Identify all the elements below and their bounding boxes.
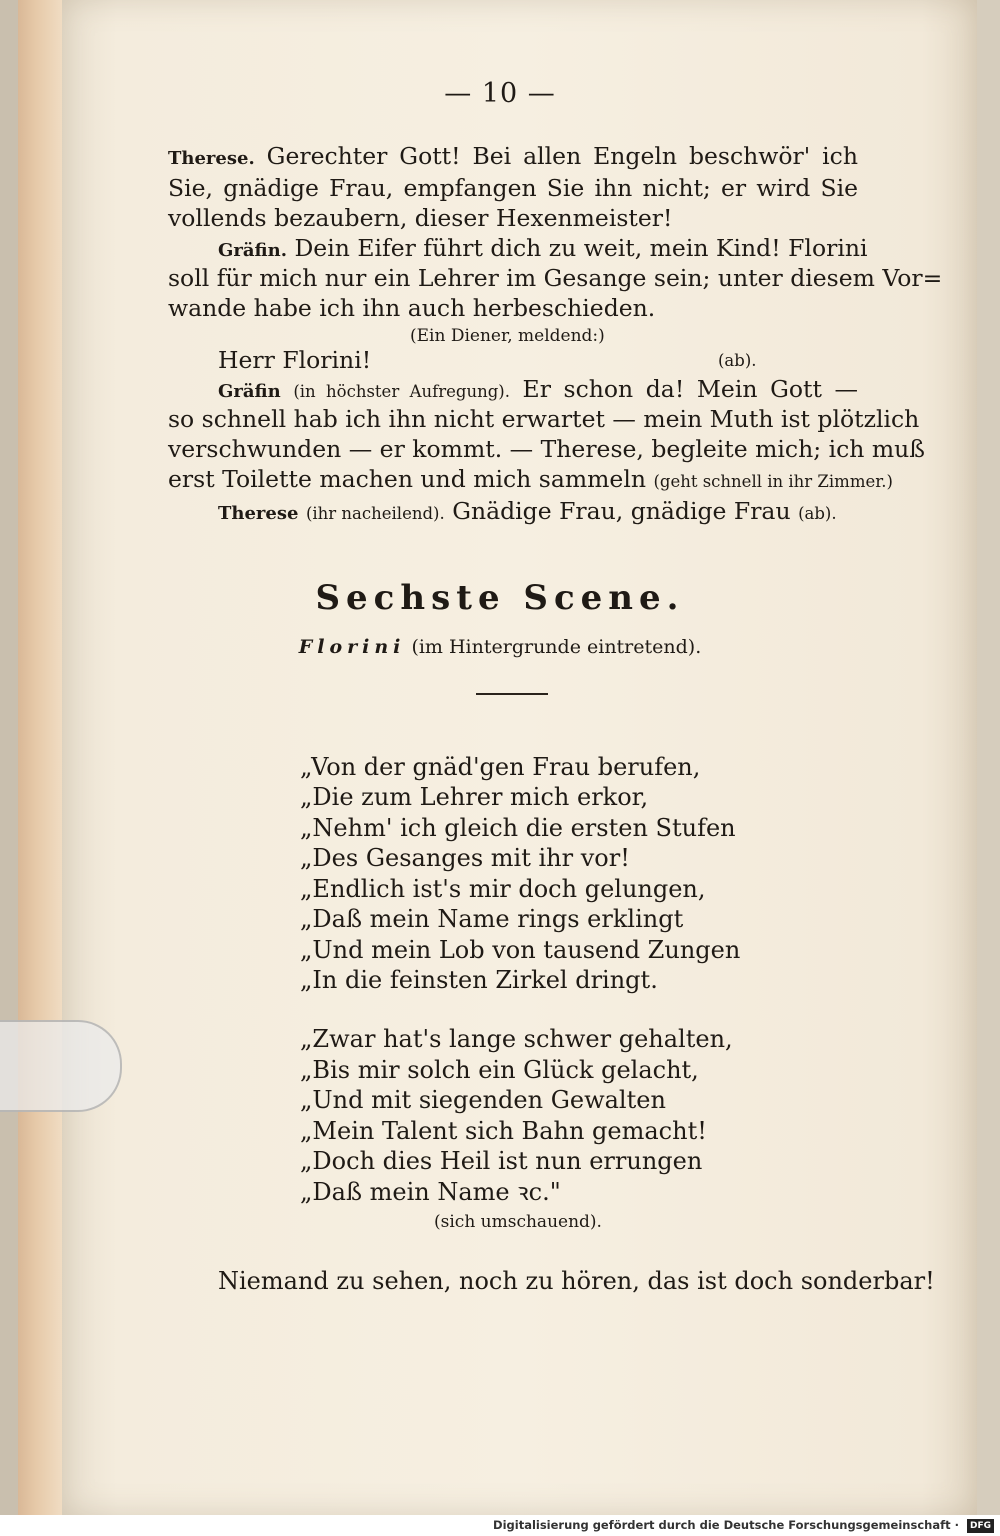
scene-subtitle [0, 636, 1000, 658]
line-text: Gnädige Frau, gnädige Frau [452, 497, 791, 525]
stage-direction: (ihr nacheilend). [305, 504, 445, 523]
stage-direction: (sich umschauend). [434, 1212, 602, 1232]
verse-line: „Und mein Lob von tausend Zungen [300, 936, 741, 964]
dialogue-line: vollends bezaubern, dieser Hexenmeister! [168, 204, 673, 232]
line-text: Gerechter Gott! Bei allen Engeln beschwör' ich [266, 142, 858, 170]
book-page-edges [18, 0, 63, 1515]
verse-line: „Und mit siegenden Gewalten [300, 1086, 666, 1114]
dialogue-line [218, 374, 858, 407]
stage-direction: (geht schnell in ihr Zimmer.) [653, 472, 893, 491]
dialogue-line: Niemand zu sehen, noch zu hören, das ist doch sonderbar! [218, 1267, 935, 1295]
speaker-name: Therese [218, 503, 299, 524]
footer-bar [0, 1515, 1000, 1536]
dialogue-line [168, 141, 858, 174]
verse-line: „Nehm' ich gleich die ersten Stufen [300, 814, 736, 842]
dialogue-line [218, 496, 837, 529]
verse-line: „Des Gesanges mit ihr vor! [300, 844, 630, 872]
dialogue-line: wande habe ich ihn auch herbeschieden. [168, 294, 656, 322]
scene-title: Sechste Scene. [315, 578, 685, 618]
verse-line: „Die zum Lehrer mich erkor, [300, 783, 649, 811]
verse-line: „Bis mir solch ein Glück gelacht, [300, 1056, 699, 1084]
exit-direction: (ab). [718, 351, 757, 370]
dialogue-line: so schnell hab ich ihn nicht erwartet — mein Muth ist plötzlich [168, 405, 920, 433]
dialogue-line: soll für mich nur ein Lehrer im Gesange sein; unter diesem Vor= [168, 264, 943, 292]
line-text: erst Toilette machen und mich sammeln [168, 465, 646, 493]
page-number: — 10 — [444, 78, 556, 109]
stage-direction: (im Hintergrunde eintretend). [411, 636, 702, 658]
speaker-name: Therese. [168, 148, 255, 169]
speaker-name: Gräfin [218, 381, 281, 402]
speaker-name: Gräfin. [218, 240, 287, 261]
verse-line: „Zwar hat's lange schwer gehalten, [300, 1025, 733, 1053]
stage-direction: (Ein Diener, meldend:) [410, 326, 605, 346]
footer-text: Digitalisierung gefördert durch die Deutsche Forschungsgemeinschaft · [493, 1518, 959, 1532]
dialogue-line: verschwunden — er kommt. — Therese, begleite mich; ich muß [168, 435, 926, 463]
dialogue-line: Herr Florini! [218, 346, 372, 374]
verse-line: „Mein Talent sich Bahn gemacht! [300, 1117, 707, 1145]
verse-line: „Doch dies Heil ist nun errungen [300, 1147, 703, 1175]
scan-right-edge [977, 0, 1000, 1515]
verse-line: „Von der gnäd'gen Frau berufen, [300, 753, 701, 781]
dialogue-line: Sie, gnädige Frau, empfangen Sie ihn nicht; er wird Sie [168, 174, 858, 202]
dialogue-line [168, 464, 893, 497]
verse-line: „Endlich ist's mir doch gelungen, [300, 875, 706, 903]
verse-line: „In die feinsten Zirkel dringt. [300, 966, 658, 994]
stage-direction: (in höchster Aufregung). [293, 382, 510, 401]
exit-direction: (ab). [798, 504, 837, 523]
character-name: Florini [298, 636, 406, 658]
dialogue-line [218, 233, 868, 266]
line-text: Er schon da! Mein Gott — [522, 375, 858, 403]
scene-divider [476, 693, 548, 695]
page-clip [0, 1020, 122, 1112]
verse-line: „Daß mein Name ꝛc." [300, 1178, 561, 1206]
line-text: Dein Eifer führt dich zu weit, mein Kind! Florini [294, 234, 868, 262]
verse-line: „Daß mein Name rings erklingt [300, 905, 684, 933]
dfg-logo: DFG [967, 1519, 994, 1533]
